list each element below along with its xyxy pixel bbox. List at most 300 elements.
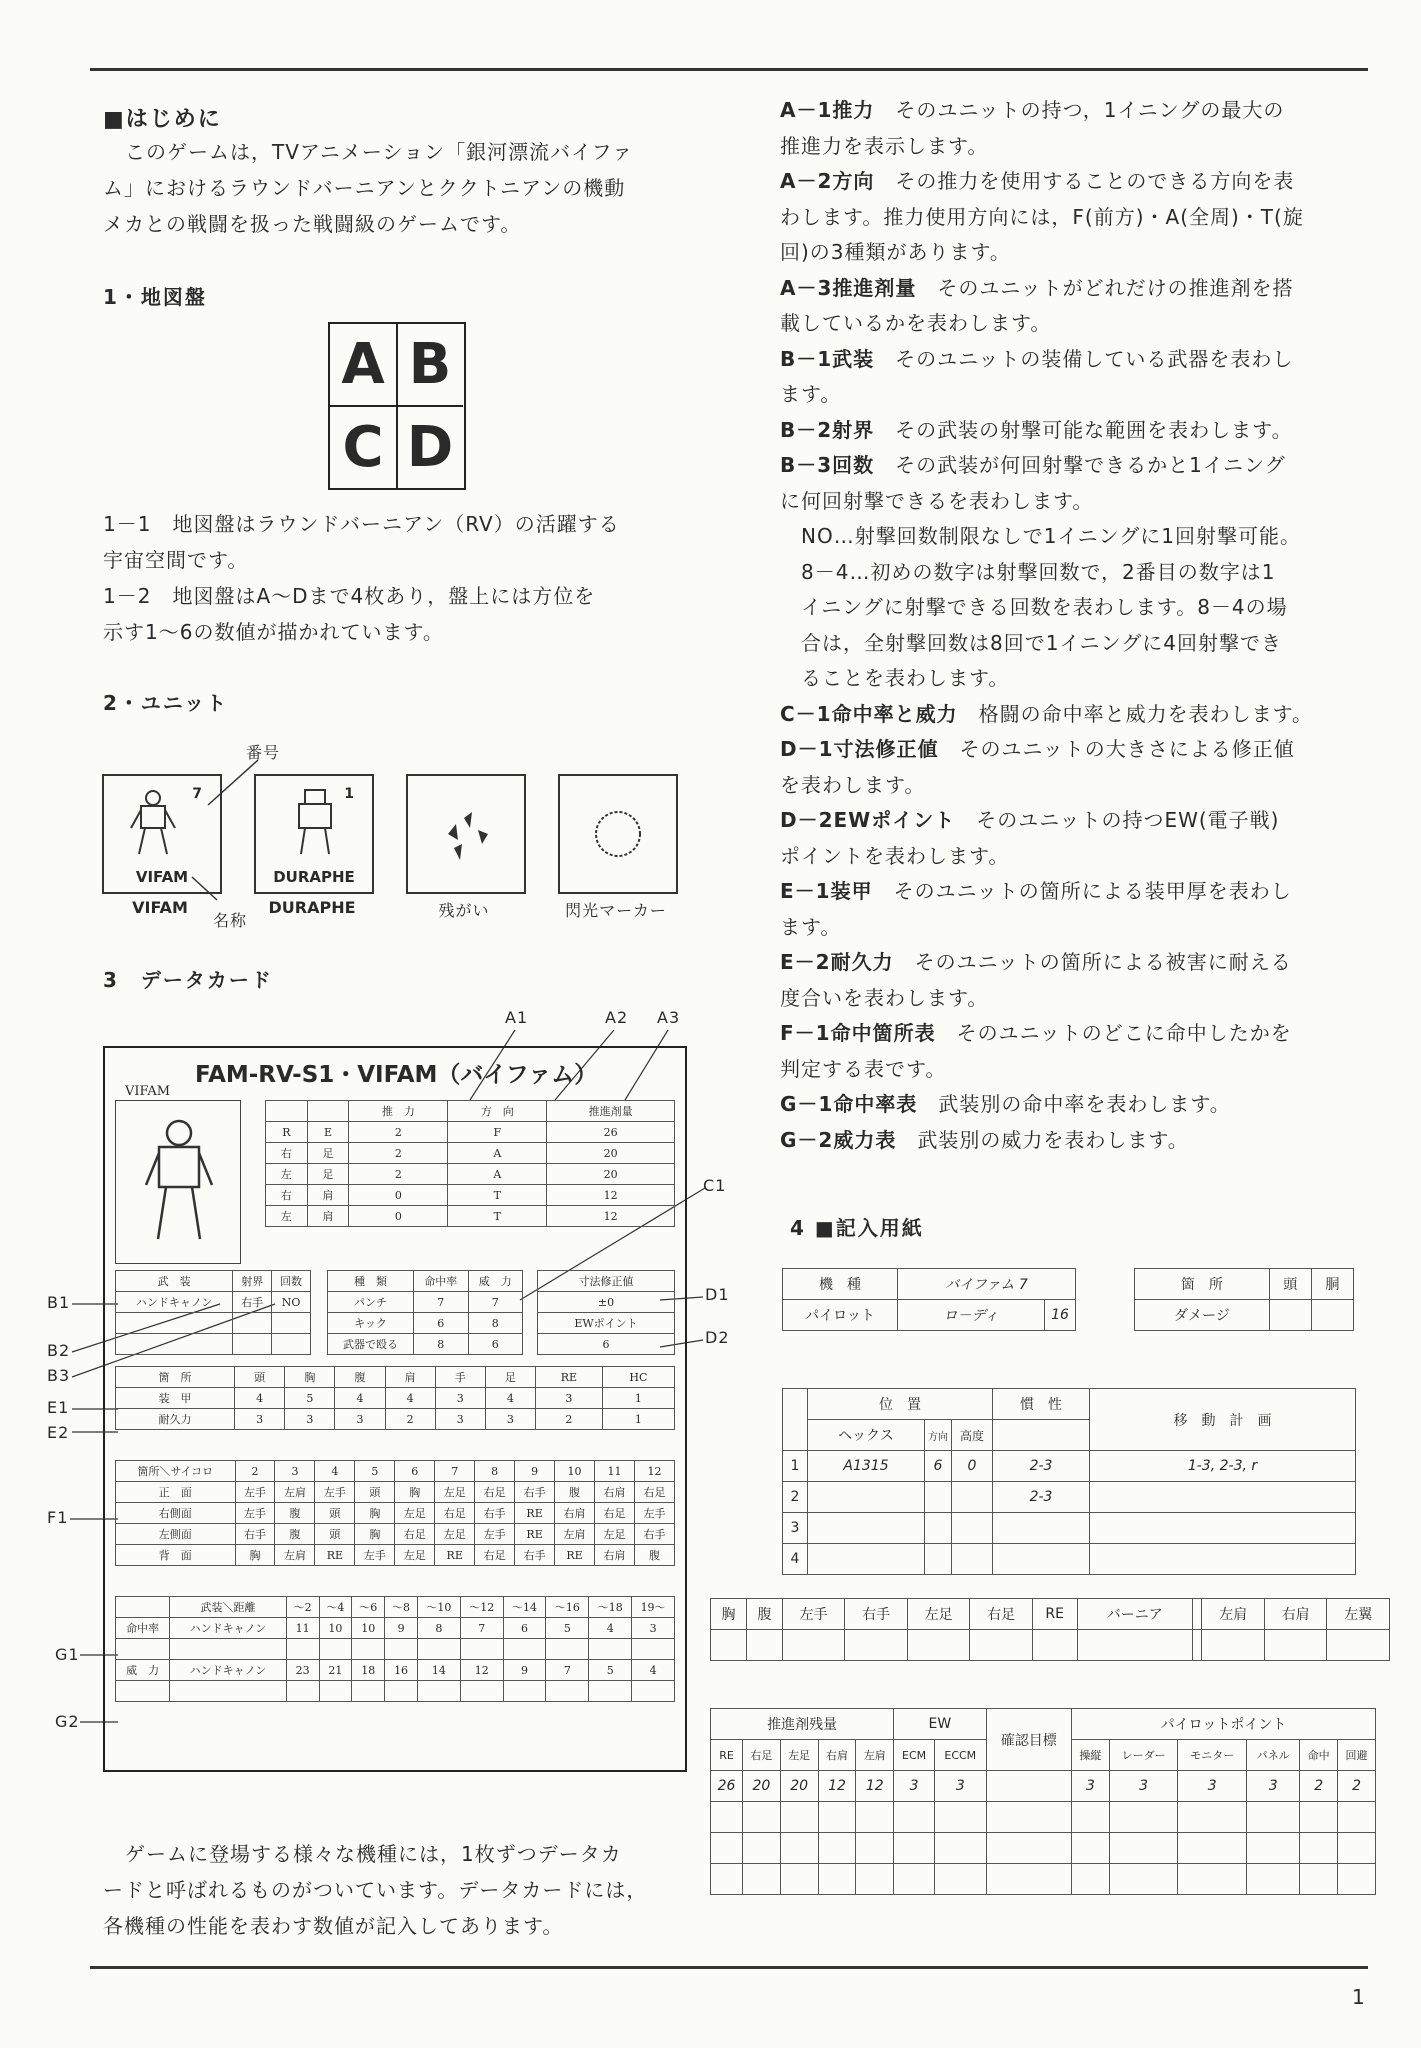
- status-cell: [894, 1864, 935, 1895]
- number-label: 番号: [246, 743, 281, 762]
- status-subheader: 操縦: [1072, 1740, 1110, 1771]
- definition-term: G－2威力表: [780, 1127, 918, 1152]
- status-header: 確認目標: [986, 1709, 1071, 1771]
- definition-text: そのユニットの大きさによる修正値: [959, 737, 1295, 761]
- table-cell: 6: [503, 1618, 546, 1639]
- status-cell: [1338, 1864, 1376, 1895]
- table-cell: 21: [319, 1660, 352, 1681]
- melee-row: [328, 1334, 523, 1355]
- hit-row: [116, 1482, 675, 1503]
- definition-term: A－1推力: [780, 98, 896, 122]
- table-cell: 9: [385, 1618, 418, 1639]
- robot-icon: [144, 1115, 214, 1245]
- table-cell: 3: [285, 1409, 335, 1430]
- table-cell: 種 類: [328, 1271, 414, 1292]
- table-cell: 左手: [235, 1503, 275, 1524]
- callout-a1: A1: [505, 1008, 529, 1027]
- unit-inner-name: VIFAM: [135, 868, 189, 886]
- table-cell: 左足: [594, 1524, 634, 1545]
- table-cell: 頭: [235, 1367, 285, 1388]
- definition-text: 載しているかを表わします。: [780, 311, 1052, 335]
- status-subheader: 右肩: [818, 1740, 856, 1771]
- status-value: 20: [780, 1771, 818, 1802]
- callout-e2: E2: [47, 1423, 70, 1442]
- table-cell: [1090, 1544, 1356, 1575]
- table-cell: 左手: [315, 1482, 355, 1503]
- status-cell: [1072, 1802, 1110, 1833]
- weapon-row: [116, 1313, 311, 1334]
- table-cell: T: [448, 1185, 547, 1206]
- status-value-row: [711, 1771, 1376, 1802]
- definition-text: そのユニットのどこに命中したかを: [956, 1021, 1292, 1045]
- table-cell: 胸: [285, 1367, 335, 1388]
- status-subheader: ECM: [894, 1740, 935, 1771]
- table-cell: 左肩: [275, 1482, 315, 1503]
- table-cell: 2: [535, 1409, 602, 1430]
- table-cell: [845, 1630, 907, 1661]
- unit-number: 7: [192, 786, 202, 802]
- callout-b3: B3: [47, 1366, 71, 1385]
- table-cell: T: [448, 1206, 547, 1227]
- table-cell: 8: [414, 1334, 468, 1355]
- table-cell: 左: [266, 1164, 308, 1185]
- name-label: 名称: [213, 911, 248, 930]
- definition-term: B－1武装: [780, 346, 896, 371]
- definition-text: 判定する表です。: [780, 1056, 947, 1081]
- status-cell: [818, 1833, 856, 1864]
- status-cell: [780, 1864, 818, 1895]
- status-subheader: 左肩: [856, 1740, 894, 1771]
- table-cell: E: [307, 1122, 349, 1143]
- dmg-cell: [1269, 1300, 1311, 1331]
- status-cell: [1338, 1833, 1376, 1864]
- status-cell: [1072, 1864, 1110, 1895]
- armor-row: [116, 1367, 675, 1388]
- pilot-value: ロ－ディ: [898, 1300, 1045, 1331]
- definition-text: そのユニットの箇所による被害に耐える: [914, 950, 1292, 974]
- status-value: 3: [1247, 1771, 1300, 1802]
- kishu-value: バイファム 7: [898, 1269, 1076, 1300]
- table-cell: [1090, 1513, 1356, 1544]
- table-cell: [417, 1639, 460, 1660]
- table-cell: 6: [468, 1334, 523, 1355]
- definition-term: A－2方向: [780, 169, 896, 193]
- unit-number: 1: [344, 786, 354, 802]
- callout-f1: F1: [47, 1508, 69, 1527]
- table-cell: 4: [315, 1461, 355, 1482]
- table-cell: 右足: [395, 1524, 435, 1545]
- definition-line: [780, 910, 1380, 946]
- table-cell: 右: [266, 1143, 308, 1164]
- table-cell: 右肩: [594, 1482, 634, 1503]
- status-cell: [1247, 1864, 1300, 1895]
- table-cell: [546, 1639, 589, 1660]
- table-cell: [589, 1639, 632, 1660]
- status-cell: [986, 1833, 1071, 1864]
- move-label: 移 動 計 画: [1090, 1389, 1356, 1451]
- table-cell: ～4: [319, 1597, 352, 1618]
- thrust-row: [266, 1122, 675, 1143]
- pilot-num: 16: [1045, 1300, 1076, 1331]
- table-cell: 右手: [475, 1503, 515, 1524]
- table-cell: 0: [952, 1451, 993, 1482]
- table-cell: 右手: [845, 1599, 907, 1630]
- datacard-heading: 3 データカード: [103, 968, 273, 992]
- parts-row: [711, 1630, 1390, 1661]
- definition-term: D－1寸法修正値: [780, 737, 960, 761]
- status-subheader: パネル: [1247, 1740, 1300, 1771]
- table-cell: 2: [385, 1409, 435, 1430]
- unit-caption: DURAPHE: [268, 898, 356, 917]
- dmg-body: 胴: [1311, 1269, 1353, 1300]
- table-cell: [385, 1681, 418, 1702]
- table-cell: 11: [286, 1618, 319, 1639]
- table-cell: 3: [535, 1388, 602, 1409]
- definition-line: [780, 200, 1380, 236]
- status-cell: [986, 1802, 1071, 1833]
- table-cell: 3: [485, 1409, 535, 1430]
- status-cell: [1300, 1833, 1338, 1864]
- status-cell: [856, 1833, 894, 1864]
- table-cell: 右肩: [594, 1545, 634, 1566]
- parts-row: [711, 1599, 1390, 1630]
- status-value: 3: [935, 1771, 987, 1802]
- status-value: 3: [1109, 1771, 1178, 1802]
- table-cell: 2: [349, 1122, 448, 1143]
- table-cell: 23: [286, 1660, 319, 1681]
- table-cell: 肩: [307, 1185, 349, 1206]
- table-cell: RE: [555, 1545, 595, 1566]
- map-tile-d: D: [406, 415, 454, 480]
- card-unit-label: VIFAM: [125, 1084, 171, 1099]
- status-value: 26: [711, 1771, 743, 1802]
- card-portrait: [115, 1100, 241, 1264]
- table-cell: 左肩: [1202, 1599, 1264, 1630]
- callout-g1: G1: [55, 1645, 80, 1664]
- callout-e1: E1: [47, 1398, 70, 1417]
- table-cell: 手: [435, 1367, 485, 1388]
- status-header: パイロットポイント: [1072, 1709, 1376, 1740]
- table-cell: 3: [235, 1409, 285, 1430]
- definition-line: [780, 1123, 1380, 1159]
- definition-text: 8－4…初めの数字は射撃回数で，2番目の数字は1: [780, 559, 1276, 584]
- size-ew-table: [537, 1270, 675, 1355]
- definition-term: A－3推進剤量: [780, 275, 938, 300]
- table-cell: 5: [355, 1461, 395, 1482]
- status-cell: [742, 1833, 780, 1864]
- definition-text: その武装が何回射撃できるかと1イニング: [895, 453, 1286, 477]
- status-subheader: 左足: [780, 1740, 818, 1771]
- map-tile-c: C: [330, 407, 398, 488]
- definition-text: ポイントを表わします。: [780, 843, 1010, 868]
- melee-row: [328, 1271, 523, 1292]
- table-cell: 5: [285, 1388, 335, 1409]
- definition-text: に何回射撃できるを表わします。: [780, 488, 1094, 513]
- table-cell: 9: [503, 1660, 546, 1681]
- table-cell: A: [448, 1164, 547, 1185]
- pilot-label: パイロット: [783, 1300, 898, 1331]
- callout-c1: C1: [703, 1176, 727, 1195]
- table-cell: 腹: [746, 1599, 782, 1630]
- table-cell: [307, 1101, 349, 1122]
- table-cell: 4: [589, 1618, 632, 1639]
- table-cell: A1315: [808, 1451, 925, 1482]
- table-cell: 2: [349, 1143, 448, 1164]
- table-cell: 12: [634, 1461, 674, 1482]
- table-cell: 12: [547, 1185, 675, 1206]
- hit-location-table: [115, 1460, 675, 1566]
- table-cell: [632, 1681, 675, 1702]
- size-header: 寸法修正値: [538, 1271, 675, 1292]
- table-cell: [286, 1681, 319, 1702]
- dmg-cell: [1311, 1300, 1353, 1331]
- table-cell: 胸: [355, 1524, 395, 1545]
- definition-line: [780, 342, 1380, 378]
- table-cell: 左翼: [1327, 1599, 1390, 1630]
- table-cell: [460, 1681, 503, 1702]
- table-cell: 頭: [355, 1482, 395, 1503]
- table-cell: ハンドキャノン: [170, 1618, 286, 1639]
- table-cell: ～18: [589, 1597, 632, 1618]
- table-cell: 右手: [233, 1292, 272, 1313]
- table-cell: 威 力: [116, 1660, 170, 1681]
- table-cell: ～12: [460, 1597, 503, 1618]
- table-cell: 14: [417, 1660, 460, 1681]
- table-cell: 頭: [315, 1503, 355, 1524]
- definition-term: G－1命中率表: [780, 1092, 939, 1116]
- status-subheader: レーダー: [1109, 1740, 1178, 1771]
- range-table: [115, 1596, 675, 1702]
- status-cell: [711, 1833, 743, 1864]
- table-cell: [272, 1334, 311, 1355]
- dmg-label: 箇 所: [1135, 1269, 1270, 1300]
- status-cell: [894, 1833, 935, 1864]
- status-cell: [986, 1864, 1071, 1895]
- table-cell: 右足: [594, 1503, 634, 1524]
- table-cell: [116, 1681, 170, 1702]
- table-cell: [1090, 1482, 1356, 1513]
- table-cell: 10: [352, 1618, 385, 1639]
- table-cell: 2-3: [993, 1451, 1090, 1482]
- caption-line: 各機種の性能を表わす数値が記入してあります。: [103, 1914, 564, 1938]
- status-subheader: ECCM: [935, 1740, 987, 1771]
- damage-form: [1134, 1268, 1354, 1331]
- data-card: [103, 1046, 687, 1772]
- definition-term: B－3回数: [780, 453, 896, 477]
- status-cell: [711, 1802, 743, 1833]
- table-cell: ～14: [503, 1597, 546, 1618]
- alt-label: 高度: [952, 1420, 993, 1451]
- pos-label: 位 置: [808, 1389, 993, 1420]
- hit-row: [116, 1524, 675, 1545]
- table-cell: 6: [925, 1451, 952, 1482]
- status-cell: [894, 1802, 935, 1833]
- armor-row: [116, 1409, 675, 1430]
- unit-inner-name: DURAPHE: [273, 868, 355, 886]
- table-cell: 正 面: [116, 1482, 236, 1503]
- table-cell: [952, 1513, 993, 1544]
- table-cell: 足: [307, 1164, 349, 1185]
- table-cell: 右: [266, 1185, 308, 1206]
- definition-text: NO…射撃回数制限なしで1イニングに1回射撃可能。: [780, 524, 1301, 548]
- table-cell: [1032, 1630, 1077, 1661]
- table-cell: 11: [594, 1461, 634, 1482]
- definition-text: そのユニットの持つ，1イニングの最大の: [895, 98, 1285, 122]
- table-cell: 3: [435, 1388, 485, 1409]
- thrust-row: [266, 1185, 675, 1206]
- table-cell: 8: [475, 1461, 515, 1482]
- table-cell: 3: [632, 1618, 675, 1639]
- movement-row: [783, 1451, 1356, 1482]
- thrust-table: [265, 1100, 675, 1227]
- definition-text: ます。: [780, 914, 842, 939]
- definition-text: わします。推力使用方向には，F(前方)・A(全周)・T(旋: [780, 204, 1304, 229]
- datacard-caption: [103, 1836, 703, 1944]
- table-cell: ～16: [546, 1597, 589, 1618]
- definition-text: そのユニットの箇所による装甲厚を表わし: [893, 879, 1292, 903]
- table-cell: 4: [385, 1388, 435, 1409]
- table-cell: 2-3: [993, 1482, 1090, 1513]
- table-cell: 7: [435, 1461, 475, 1482]
- accuracy-row: [116, 1639, 675, 1660]
- movement-row: [783, 1544, 1356, 1575]
- status-value: [986, 1771, 1071, 1802]
- table-cell: 射界: [233, 1271, 272, 1292]
- intro-line: このゲームは，TVアニメーション「銀河漂流バイファ: [125, 140, 634, 164]
- size-value: ±0: [538, 1292, 675, 1313]
- definition-line: [780, 874, 1380, 910]
- map-line: 1－2 地図盤はA～Dまで4枚あり，盤上には方位を: [103, 584, 596, 608]
- definition-line: [780, 839, 1380, 875]
- definition-line: [780, 235, 1380, 271]
- caption-line: ゲームに登場する様々な機種には，1枚ずつデータカ: [125, 1842, 622, 1866]
- table-cell: [286, 1639, 319, 1660]
- table-cell: RE: [435, 1545, 475, 1566]
- table-cell: 右足: [435, 1503, 475, 1524]
- definition-line: [780, 768, 1380, 804]
- weapon-table: [115, 1270, 311, 1355]
- table-cell: 7: [414, 1292, 468, 1313]
- table-cell: 左足: [395, 1545, 435, 1566]
- table-cell: 1: [602, 1388, 674, 1409]
- definition-line: [780, 129, 1380, 165]
- status-subheader: 回避: [1338, 1740, 1376, 1771]
- table-cell: RE: [515, 1524, 555, 1545]
- table-cell: キック: [328, 1313, 414, 1334]
- table-cell: 右足: [970, 1599, 1032, 1630]
- unit-pilot-form: [782, 1268, 1076, 1331]
- status-cell: [856, 1864, 894, 1895]
- definition-text: イニングに射撃できる回数を表わします。8－4の場: [780, 595, 1288, 619]
- table-cell: 箇所＼サイコロ: [116, 1461, 236, 1482]
- table-cell: HC: [602, 1367, 674, 1388]
- status-cell: [1300, 1802, 1338, 1833]
- table-cell: 回数: [272, 1271, 311, 1292]
- table-cell: ～6: [352, 1597, 385, 1618]
- table-cell: [952, 1482, 993, 1513]
- table-cell: [952, 1544, 993, 1575]
- callout-d2: D2: [705, 1328, 730, 1347]
- ew-value: 6: [538, 1334, 675, 1355]
- table-cell: [907, 1630, 969, 1661]
- table-cell: 左手: [355, 1545, 395, 1566]
- table-cell: [170, 1681, 286, 1702]
- table-cell: [970, 1630, 1032, 1661]
- table-cell: 頭: [315, 1524, 355, 1545]
- inertia-label: 慣 性: [993, 1389, 1090, 1420]
- table-cell: 右側面: [116, 1503, 236, 1524]
- callout-g2: G2: [55, 1712, 80, 1731]
- table-cell: [925, 1482, 952, 1513]
- kishu-label: 機 種: [783, 1269, 898, 1300]
- status-value: 2: [1300, 1771, 1338, 1802]
- table-cell: [266, 1101, 308, 1122]
- table-cell: 右足: [634, 1482, 674, 1503]
- definition-line: [780, 164, 1380, 200]
- thrust-row: [266, 1101, 675, 1122]
- table-cell: [319, 1681, 352, 1702]
- table-cell: [1193, 1630, 1202, 1661]
- status-cell: [1178, 1833, 1247, 1864]
- definition-line: [780, 484, 1380, 520]
- table-cell: 右手: [634, 1524, 674, 1545]
- table-cell: [925, 1513, 952, 1544]
- map-line: 宇宙空間です。: [103, 548, 249, 572]
- table-cell: [546, 1681, 589, 1702]
- table-cell: 右足: [475, 1482, 515, 1503]
- status-value: 3: [1072, 1771, 1110, 1802]
- table-cell: 20: [547, 1164, 675, 1185]
- definition-text: を表わします。: [780, 772, 926, 797]
- table-cell: 5: [589, 1660, 632, 1681]
- table-cell: RE: [535, 1367, 602, 1388]
- table-cell: [233, 1313, 272, 1334]
- table-cell: 胸: [355, 1503, 395, 1524]
- table-cell: 2: [235, 1461, 275, 1482]
- table-cell: 9: [515, 1461, 555, 1482]
- map-line: 1－1 地図盤はラウンドバーニアン（RV）の活躍する: [103, 512, 620, 536]
- definition-line: [780, 377, 1380, 413]
- status-cell: [780, 1802, 818, 1833]
- page-number: 1: [1352, 1985, 1365, 2009]
- status-cell: [1178, 1864, 1247, 1895]
- table-cell: [319, 1639, 352, 1660]
- table-cell: 威 力: [468, 1271, 523, 1292]
- status-header-row: [711, 1709, 1376, 1740]
- status-cell: [935, 1802, 987, 1833]
- power-row: [116, 1681, 675, 1702]
- definition-text: ることを表わします。: [780, 666, 1010, 690]
- table-cell: [503, 1639, 546, 1660]
- status-cell: [742, 1864, 780, 1895]
- table-cell: 足: [307, 1143, 349, 1164]
- status-empty-row: [711, 1864, 1376, 1895]
- dmg-row-label: ダメージ: [1135, 1300, 1270, 1331]
- status-cell: [1338, 1802, 1376, 1833]
- table-cell: [1264, 1630, 1326, 1661]
- status-cell: [1300, 1864, 1338, 1895]
- table-cell: 左足: [395, 1503, 435, 1524]
- definition-term: C－1命中率と威力: [780, 701, 979, 726]
- dmg-head: 頭: [1269, 1269, 1311, 1300]
- unit-caption: 閃光マーカー: [565, 901, 667, 920]
- table-cell: 腹: [634, 1545, 674, 1566]
- table-cell: [233, 1334, 272, 1355]
- definition-line: [780, 1052, 1380, 1088]
- table-cell: [1077, 1630, 1193, 1661]
- ew-label: EWポイント: [538, 1313, 675, 1334]
- table-cell: 腹: [275, 1503, 315, 1524]
